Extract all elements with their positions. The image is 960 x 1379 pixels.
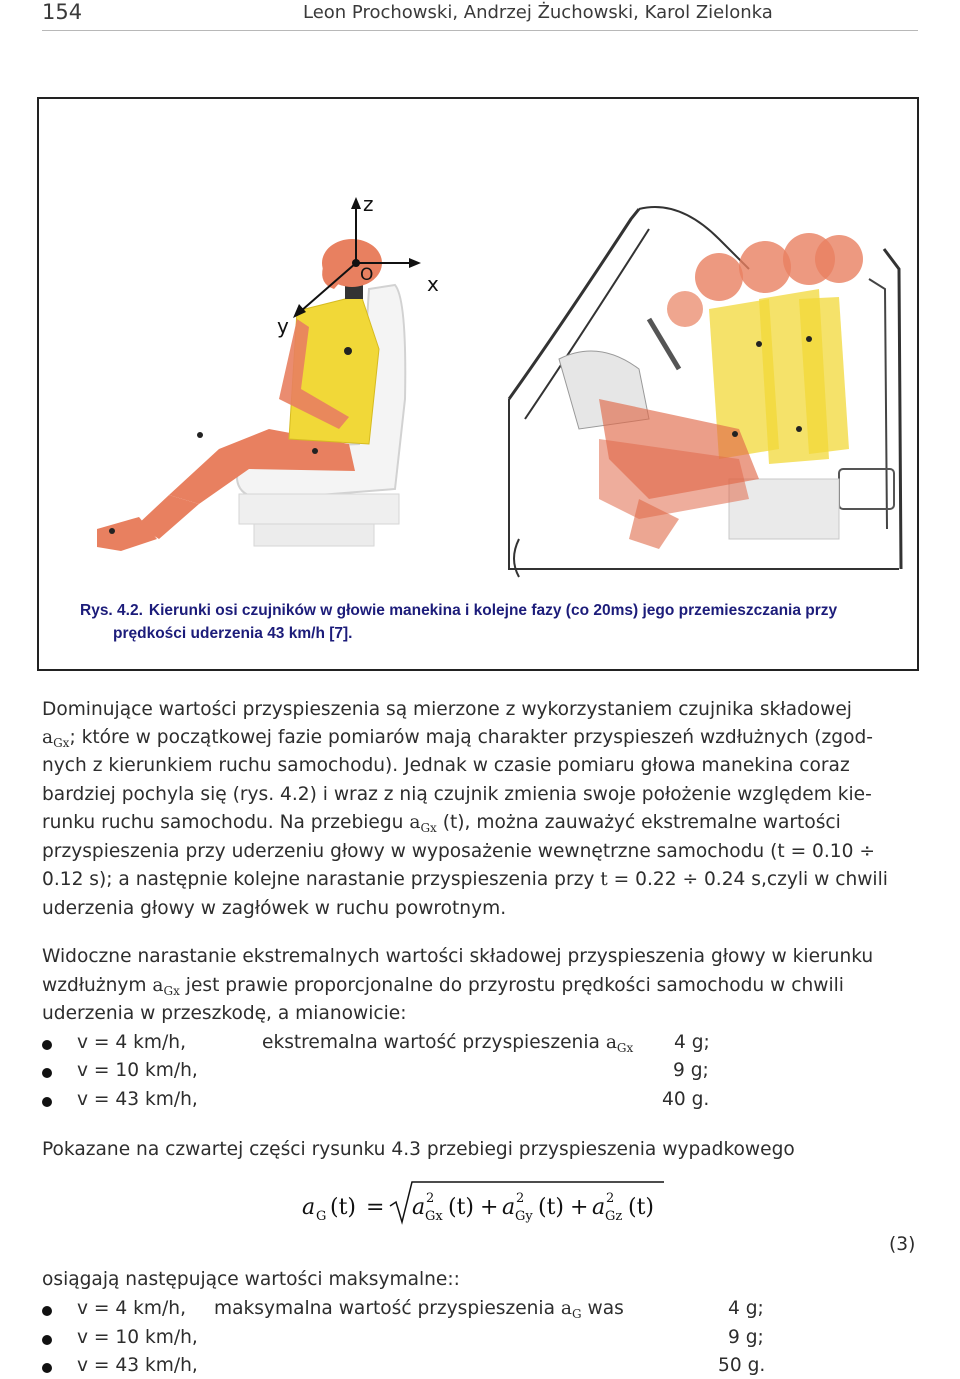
paragraph1-line4: bardziej pochyla się (rys. 4.2) i wraz z nią czujnik zmienia swoje położenie względem kie-: [42, 784, 872, 805]
svg-text:(t): (t): [628, 1195, 655, 1220]
svg-text:2: 2: [516, 1191, 525, 1206]
paragraph2-line3: uderzenia w przeszkodę, a mianowicie:: [42, 1003, 407, 1024]
svg-text:a: a: [412, 1195, 426, 1220]
axis-origin-label: O: [360, 265, 374, 285]
svg-text:2: 2: [606, 1191, 615, 1206]
paragraph1-line6: przyspieszenia przy uderzeniu głowy w wyposażenie wewnętrzne samochodu (t = 0.10 ÷: [42, 841, 875, 862]
list1-item1-speed: v = 4 km/h,: [77, 1032, 186, 1053]
list1-item3-value: 40 g.: [662, 1089, 710, 1110]
paragraph1-line5: runku ruchu samochodu. Na przebiegu $a_{Gx}$ (t), można zauważyć ekstremalne wartości: [42, 812, 841, 835]
svg-text:a: a: [302, 1195, 316, 1220]
svg-text:Gz: Gz: [605, 1209, 623, 1224]
list2-item2-speed: v = 10 km/h,: [77, 1327, 198, 1348]
figure-caption: [80, 599, 900, 645]
axis-y-label: y: [277, 314, 289, 338]
paragraph2-line1: Widoczne narastanie ekstremalnych wartości składowej przyspieszenia głowy w kierunku: [42, 946, 874, 967]
svg-text:(t): (t): [448, 1195, 475, 1220]
paragraph1-line3: nych z kierunkiem ruchu samochodu). Jednak w czasie pomiaru głowa manekina coraz: [42, 755, 850, 776]
svg-text:(t): (t): [330, 1195, 357, 1220]
paragraph1-line1: Dominujące wartości przyspieszenia są mierzone z wykorzystaniem czujnika składowej: [42, 699, 852, 720]
crash-sequence-drawing: [509, 207, 901, 577]
list2-item3-value: 50 g.: [718, 1355, 766, 1376]
page-header: [0, 0, 960, 34]
paragraph2-line2: wzdłużnym $a_{Gx}$ jest prawie proporcjonalne do przyrostu prędkości samochodu w chwili: [42, 975, 844, 998]
paragraph3: Pokazane na czwartej części rysunku 4.3 przebiegi przyspieszenia wypadkowego: [42, 1139, 795, 1160]
list1-item2-speed: v = 10 km/h,: [77, 1060, 198, 1081]
caption-text-line1: Kierunki osi czujników w głowie manekina i kolejne fazy (co 20ms) jego przemieszczania przy: [148, 602, 838, 619]
seated-dummy-drawing: [97, 197, 421, 551]
paragraph4: osiągają następujące wartości maksymalne::: [42, 1269, 460, 1290]
svg-text:=: =: [366, 1195, 385, 1220]
svg-text:(t): (t): [538, 1195, 565, 1220]
equation-number: (3): [889, 1234, 916, 1255]
list2-item1-speed: v = 4 km/h,: [77, 1298, 186, 1319]
list2-item1-value: 4 g;: [728, 1298, 764, 1319]
running-head-authors: Leon Prochowski, Andrzej Żuchowski, Karol Zielonka: [303, 2, 773, 23]
paragraph1-line2: $a_{Gx}$; które w początkowej fazie pomiarów mają charakter przyspieszeń wzdłużnych (zgod-: [42, 727, 873, 750]
axis-z-label: z: [363, 192, 374, 216]
svg-text:+: +: [570, 1195, 589, 1220]
svg-text:a: a: [592, 1195, 606, 1220]
crash-dummy-illustration: [39, 99, 917, 599]
svg-text:Gx: Gx: [425, 1209, 443, 1224]
svg-text:+: +: [480, 1195, 499, 1220]
svg-text:Gy: Gy: [515, 1209, 533, 1224]
figure-frame: [37, 97, 919, 671]
list1-item1-value: 4 g;: [674, 1032, 710, 1053]
svg-text:a: a: [502, 1195, 516, 1220]
list2-item2-value: 9 g;: [728, 1327, 764, 1348]
list1-item2-value: 9 g;: [673, 1060, 709, 1081]
resultant-acceleration-equation: [302, 1178, 672, 1226]
list1-item3-speed: v = 43 km/h,: [77, 1089, 198, 1110]
list2-item3-speed: v = 43 km/h,: [77, 1355, 198, 1376]
page-number: 154: [42, 0, 83, 24]
header-rule: [42, 30, 918, 31]
svg-text:2: 2: [426, 1191, 435, 1206]
list2-item1-desc: maksymalna wartość przyspieszenia $a_G$ was: [214, 1298, 624, 1321]
axis-x-label: x: [427, 272, 439, 296]
caption-text-line2: prędkości uderzenia 43 km/h [7].: [113, 625, 353, 642]
list1-item1-desc: ekstremalna wartość przyspieszenia $a_{Gx}$: [262, 1032, 634, 1055]
svg-text:G: G: [316, 1209, 327, 1224]
list2-bullet-2: [42, 1335, 52, 1345]
paragraph1-line7: 0.12 s); a następnie kolejne narastanie przyspieszenia przy t = 0.22 ÷ 0.24 s,czyli w chwili: [42, 869, 888, 890]
caption-label: Rys. 4.2.: [80, 602, 143, 619]
paragraph1-line8: uderzenia głowy w zagłówek w ruchu powrotnym.: [42, 898, 507, 919]
list1-bullet-2: [42, 1068, 52, 1078]
list2-bullet-1: [42, 1306, 52, 1316]
list1-bullet-1: [42, 1040, 52, 1050]
list2-bullet-3: [42, 1363, 52, 1373]
list1-bullet-3: [42, 1097, 52, 1107]
